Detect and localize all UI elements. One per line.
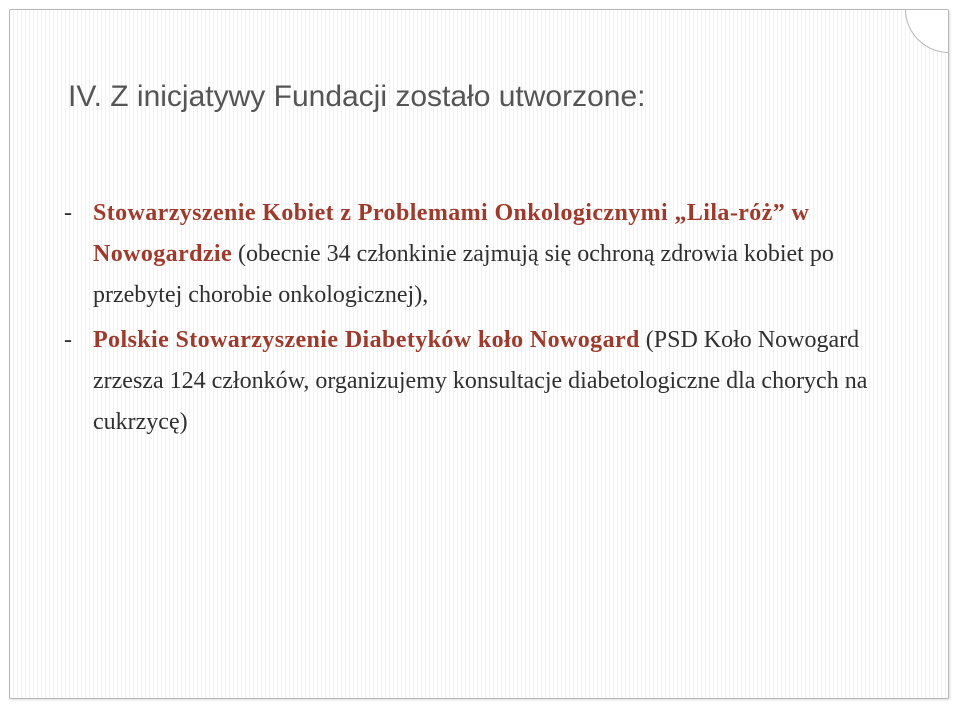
list-bullet: - <box>64 200 72 226</box>
list-item-psd <box>64 320 894 443</box>
slide-title: IV. Z inicjatywy Fundacji zostało utworzone: <box>68 80 646 113</box>
organization-list <box>64 193 894 447</box>
list-item-lila-roz <box>64 193 894 316</box>
organization-description: (PSD Koło Nowogard zrzesza 124 członków, organizujemy konsultacje diabetologiczne dla chorych na cukrzycę) <box>93 327 868 435</box>
organization-name: Stowarzyszenie Kobiet z Problemami Onkologicznymi „Lila-róż” w Nowogardzie <box>93 200 810 267</box>
organization-name: Polskie Stowarzyszenie Diabetyków koło Nowogard <box>93 327 640 353</box>
list-bullet: - <box>64 327 72 353</box>
slide <box>9 9 949 699</box>
organization-description: (obecnie 34 członkinie zajmują się ochroną zdrowia kobiet po przebytej chorobie onkologicznej), <box>93 241 834 308</box>
page-corner-fold <box>905 9 949 53</box>
